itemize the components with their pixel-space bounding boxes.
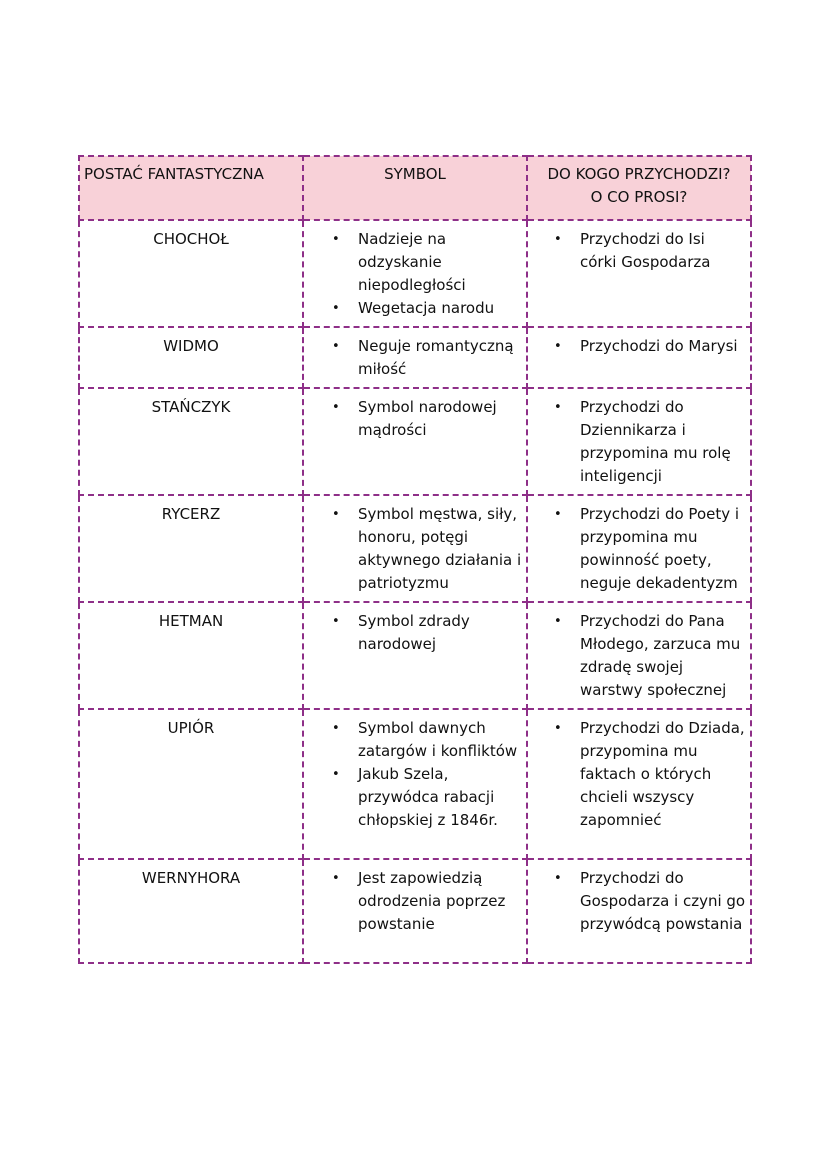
character-name-cell [79,388,303,495]
visit-item [528,867,750,936]
symbol-text: Jest zapowiedzią odrodzenia poprzez powstanie [358,869,506,933]
bullet-icon: • [332,871,340,886]
symbol-item [304,335,526,381]
visit-text: Przychodzi do Poety i przypomina mu powinność poety, neguje dekadentyzm [580,505,740,592]
character-name-cell [79,859,303,963]
symbol-text: Symbol zdrady narodowej [358,612,470,653]
bullet-icon: • [332,721,340,736]
visit-text: Przychodzi do Marysi [580,337,738,355]
symbol-item [304,867,526,936]
symbol-list [304,228,526,320]
symbol-list [304,717,526,832]
visit-text: Przychodzi do Isi córki Gospodarza [580,230,711,271]
bullet-icon: • [332,507,340,522]
bullet-icon: • [332,339,340,354]
symbol-cell [303,709,527,859]
symbol-item [304,610,526,656]
symbol-text: Symbol męstwa, siły, honoru, potęgi aktywnego działania i patriotyzmu [358,505,522,592]
bullet-icon: • [332,400,340,415]
character-name-cell [79,709,303,859]
visit-cell [527,220,751,327]
character-name-cell [79,220,303,327]
visit-list [528,610,750,702]
symbol-cell [303,220,527,327]
table-row [79,709,751,859]
visit-item [528,503,750,595]
symbol-list [304,335,526,381]
header-character: POSTAĆ FANTASTYCZNA [79,156,303,220]
character-name-cell [79,602,303,709]
symbol-cell [303,602,527,709]
symbol-item [304,297,526,320]
bullet-icon: • [554,871,562,886]
character-name: CHOCHOŁ [153,230,229,248]
symbol-text: Neguje romantyczną miłość [358,337,514,378]
header-visit-line1: DO KOGO PRZYCHODZI? [547,165,731,183]
visit-list [528,503,750,595]
character-name-cell [79,495,303,602]
symbol-cell [303,859,527,963]
symbol-cell [303,388,527,495]
character-name-cell [79,327,303,388]
bullet-icon: • [554,721,562,736]
symbol-item [304,396,526,442]
visit-list [528,228,750,274]
bullet-icon: • [332,301,340,316]
visit-list [528,867,750,936]
visit-list [528,396,750,488]
symbol-list [304,503,526,595]
character-name: WIDMO [163,337,219,355]
visit-item [528,396,750,488]
symbol-text: Symbol narodowej mądrości [358,398,497,439]
table-body [79,220,751,963]
visit-cell [527,602,751,709]
table-row [79,220,751,327]
visit-cell [527,388,751,495]
header-visit-line2: O CO PROSI? [590,188,688,206]
symbol-item [304,228,526,297]
bullet-icon: • [332,614,340,629]
symbol-item [304,717,526,763]
bullet-icon: • [332,767,340,782]
table-header-row [79,156,751,220]
bullet-icon: • [554,507,562,522]
bullet-icon: • [554,400,562,415]
bullet-icon: • [554,232,562,247]
visit-text: Przychodzi do Dziennikarza i przypomina mu rolę inteligencji [580,398,731,485]
table-row [79,495,751,602]
table-row [79,602,751,709]
visit-cell [527,859,751,963]
symbol-cell [303,495,527,602]
character-name: HETMAN [158,612,224,630]
symbol-text: Jakub Szela, przywódca rabacji chłopskiej z 1846r. [358,765,498,829]
symbol-text: Nadzieje na odzyskanie niepodległości [358,230,466,294]
fantastic-characters-table-wrapper [78,155,750,964]
character-name: STAŃCZYK [151,398,231,416]
fantastic-characters-table [78,155,752,964]
symbol-list [304,610,526,656]
table-row [79,327,751,388]
visit-text: Przychodzi do Pana Młodego, zarzuca mu zdradę swojej warstwy społecznej [580,612,741,699]
visit-text: Przychodzi do Dziada, przypomina mu faktach o których chcieli wszyscy zapomnieć [580,719,745,829]
symbol-item [304,763,526,832]
character-name: UPIÓR [167,719,215,737]
header-symbol: SYMBOL [303,156,527,220]
symbol-text: Symbol dawnych zatargów i konfliktów [358,719,518,760]
bullet-icon: • [554,614,562,629]
symbol-list [304,396,526,442]
bullet-icon: • [554,339,562,354]
visit-cell [527,327,751,388]
bullet-icon: • [332,232,340,247]
visit-item [528,228,750,274]
symbol-cell [303,327,527,388]
visit-item [528,335,750,358]
visit-item [528,610,750,702]
symbol-item [304,503,526,595]
table-row [79,388,751,495]
symbol-text: Wegetacja narodu [358,299,495,317]
character-name: RYCERZ [161,505,221,523]
visit-text: Przychodzi do Gospodarza i czyni go przywódcą powstania [580,869,746,933]
visit-cell [527,709,751,859]
visit-item [528,717,750,832]
visit-cell [527,495,751,602]
table-row [79,859,751,963]
visit-list [528,335,750,358]
character-name: WERNYHORA [141,869,241,887]
visit-list [528,717,750,832]
header-visit [527,156,751,220]
symbol-list [304,867,526,936]
